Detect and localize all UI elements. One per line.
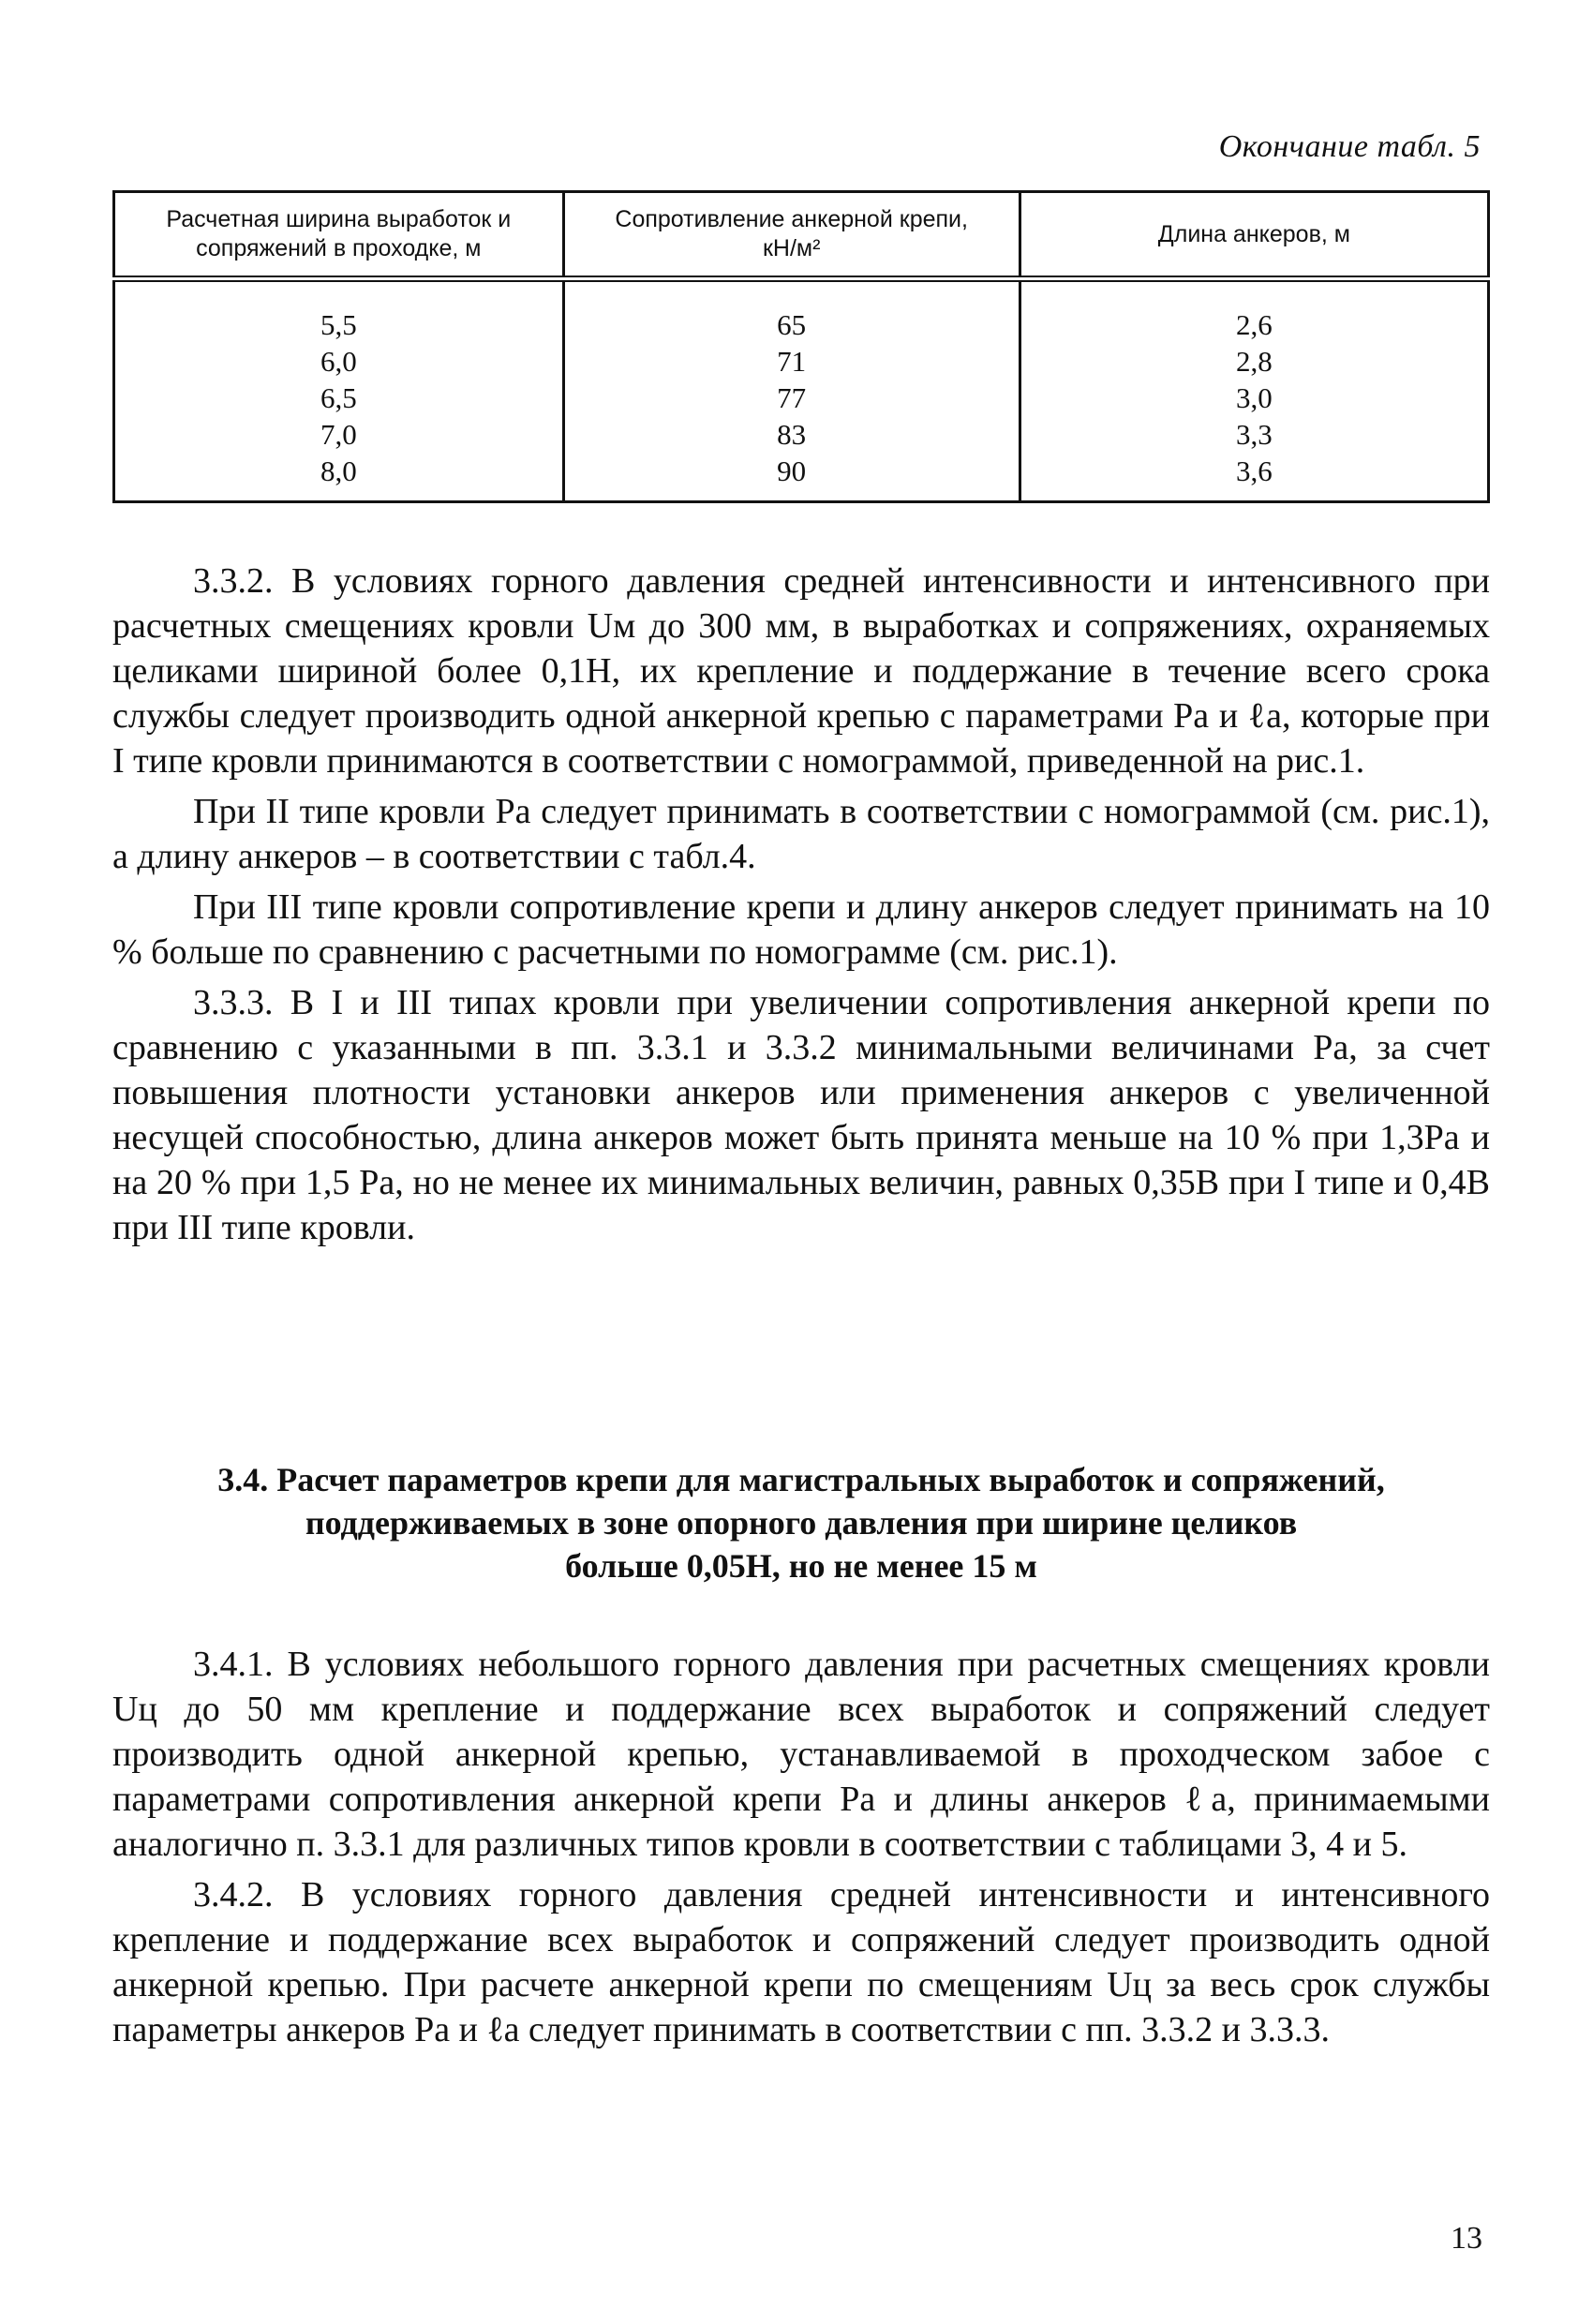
header-anchor-length: Длина анкеров, м [1020, 192, 1488, 279]
data-table [112, 190, 1490, 503]
section-3-4-text [112, 1642, 1490, 2052]
cell-resistance: 90 [563, 453, 1020, 502]
cell-length: 2,6 [1020, 279, 1488, 344]
cell-resistance: 65 [563, 279, 1020, 344]
cell-length: 3,0 [1020, 380, 1488, 416]
cell-width: 8,0 [114, 453, 564, 502]
paragraph-3-3-3: 3.3.3. В I и III типах кровли при увеличении сопротивления анкерной крепи по сравнению с указанными в пп. 3.3.1 и 3.3.2 минимальными величинами Pа, за счет повышения плотности установки анкеров или применения анкеров с увеличенной несущей способностью, длина анкеров может быть принята меньше на 10 % при 1,3Pа и на 20 % при 1,5 Pа, но не менее их минимальных величин, равных 0,35B при I типе и 0,4B при III типе кровли. [112, 983, 1490, 1247]
section-heading-3-4: 3.4. Расчет параметров крепи для магистральных выработок и сопряжений, поддерживаемых в зоне опорного давления при ширине целиков больше 0,05H, но не менее 15 м [217, 1461, 1385, 1585]
header-resistance: Сопротивление анкерной крепи, кН/м² [563, 192, 1020, 279]
cell-resistance: 71 [563, 343, 1020, 380]
table-row [114, 343, 1489, 380]
cell-width: 6,5 [114, 380, 564, 416]
paragraph-roof-type-3: При III типе кровли сопротивление крепи и длину анкеров следует принимать на 10 % больше по сравнению с расчетными по номограмме (см. рис.1). [112, 887, 1490, 972]
paragraph-roof-type-2: При II типе кровли Pа следует принимать в соответствии с номограммой (см. рис.1), а длину анкеров – в соответствии с табл.4. [112, 792, 1490, 876]
table-row [114, 380, 1489, 416]
table-row [114, 279, 1489, 344]
table-header-row [114, 192, 1489, 279]
table-caption: Окончание табл. 5 [1218, 129, 1481, 164]
table-row [114, 453, 1489, 502]
cell-width: 6,0 [114, 343, 564, 380]
paragraph-3-3-2: 3.3.2. В условиях горного давления средней интенсивности и интенсивного при расчетных смещениях кровли Uм до 300 мм, в выработках и сопряжениях, охраняемых целиками шириной более 0,1H, их крепление и поддержание в течение всего срока службы следует производить одной анкерной крепью с параметрами Pа и ℓа, которые при I типе кровли принимаются в соответствии с номограммой, приведенной на рис.1. [112, 561, 1490, 781]
cell-width: 5,5 [114, 279, 564, 344]
page-number: 13 [1451, 2221, 1482, 2256]
paragraph-3-4-1: 3.4.1. В условиях небольшого горного давления при расчетных смещениях кровли Uц до 50 мм крепление и поддержание всех выработок и сопряжений следует производить одной анкерной крепью, устанавливаемой в проходческом забое с параметрами сопротивления анкерной крепи Pа и длины анкеров ℓа, принимаемыми аналогично п. 3.3.1 для различных типов кровли в соответствии с таблицами 3, 4 и 5. [112, 1645, 1490, 1864]
cell-resistance: 77 [563, 380, 1020, 416]
cell-length: 3,6 [1020, 453, 1488, 502]
header-width: Расчетная ширина выработок и сопряжений в проходке, м [114, 192, 564, 279]
cell-length: 3,3 [1020, 416, 1488, 453]
table-row [114, 416, 1489, 453]
cell-resistance: 83 [563, 416, 1020, 453]
section-3-3-text [112, 559, 1490, 1250]
cell-length: 2,8 [1020, 343, 1488, 380]
cell-width: 7,0 [114, 416, 564, 453]
paragraph-3-4-2: 3.4.2. В условиях горного давления средней интенсивности и интенсивного крепление и поддержание всех выработок и сопряжений следует производить одной анкерной крепью. При расчете анкерной крепи по смещениям Uц за весь срок службы параметры анкеров Pа и ℓа следует принимать в соответствии с пп. 3.3.2 и 3.3.3. [112, 1875, 1490, 2049]
